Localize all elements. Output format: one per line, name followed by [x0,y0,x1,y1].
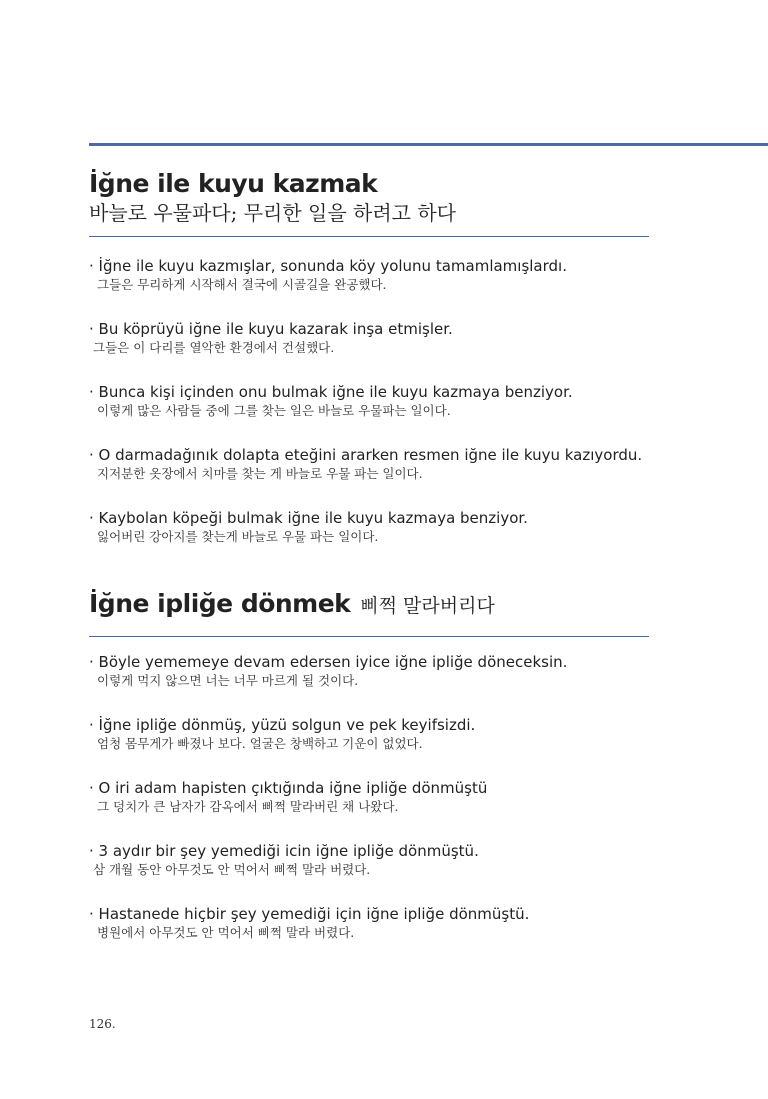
idiom-title: İğne ile kuyu kazmak [89,169,378,198]
example-item [89,715,649,753]
example-turkish: · Bu köprüyü iğne ile kuyu kazarak inşa etmişler. [89,320,453,338]
top-rule [89,143,768,146]
example-turkish: · Böyle yememeye devam edersen iyice iğne ipliğe döneceksin. [89,653,568,671]
section-divider [89,236,649,237]
example-korean: 그들은 이 다리를 열악한 환경에서 건설했다. [93,340,335,355]
example-list [89,652,649,942]
example-item [89,319,649,357]
example-item [89,652,649,690]
example-korean: 지저분한 옷장에서 치마를 찾는 게 바늘로 우물 파는 일이다. [97,466,423,481]
idiom-section-2 [89,588,649,942]
example-item [89,508,649,546]
idiom-meaning: 바늘로 우물파다; 무리한 일을 하려고 하다 [89,201,456,225]
example-turkish: · Kaybolan köpeği bulmak iğne ile kuyu kazmaya benziyor. [89,509,528,527]
example-item [89,382,649,420]
example-turkish: · 3 aydır bir şey yemediği icin iğne ipliğe dönmüştü. [89,842,479,860]
idiom-title: İğne ipliğe dönmek [89,589,351,618]
section-divider [89,636,649,637]
example-turkish: · O iri adam hapisten çıktığında iğne ipliğe dönmüştü [89,779,488,797]
idiom-title-row [89,588,649,622]
example-turkish: · Bunca kişi içinden onu bulmak iğne ile kuyu kazmaya benziyor. [89,383,573,401]
example-korean: 그 덩치가 큰 남자가 감옥에서 삐쩍 말라버린 채 나왔다. [97,799,399,814]
example-korean: 이렇게 많은 사람들 중에 그를 찾는 일은 바늘로 우물파는 일이다. [97,403,451,418]
example-item [89,256,649,294]
idiom-section-1 [89,168,649,546]
example-korean: 엄청 몸무게가 빠졌나 보다. 얼굴은 창백하고 기운이 없었다. [97,736,423,751]
example-item [89,841,649,879]
example-list [89,256,649,546]
example-item [89,904,649,942]
idiom-meaning: 삐쩍 말라버리다 [360,595,495,617]
example-item [89,778,649,816]
example-turkish: · Hastanede hiçbir şey yemediği için iğne ipliğe dönmüştü. [89,905,530,923]
example-korean: 병원에서 아무것도 안 먹어서 삐쩍 말라 버렸다. [97,925,355,940]
example-item [89,445,649,483]
example-turkish: · O darmadağınık dolapta eteğini ararken resmen iğne ile kuyu kazıyordu. [89,446,643,464]
example-korean: 삼 개월 동안 아무것도 안 먹어서 삐쩍 말라 버렸다. [93,862,371,877]
example-turkish: · İğne ile kuyu kazmışlar, sonunda köy yolunu tamamlamışlardı. [89,257,567,275]
example-turkish: · İğne ipliğe dönmüş, yüzü solgun ve pek keyifsizdi. [89,716,476,734]
example-korean: 잃어버린 강아지를 찾는게 바늘로 우물 파는 일이다. [97,529,379,544]
example-korean: 그들은 무리하게 시작해서 결국에 시골길을 완공했다. [97,277,387,292]
example-korean: 이렇게 먹지 않으면 너는 너무 마르게 될 것이다. [97,673,359,688]
page-number: 126. [89,1017,116,1031]
